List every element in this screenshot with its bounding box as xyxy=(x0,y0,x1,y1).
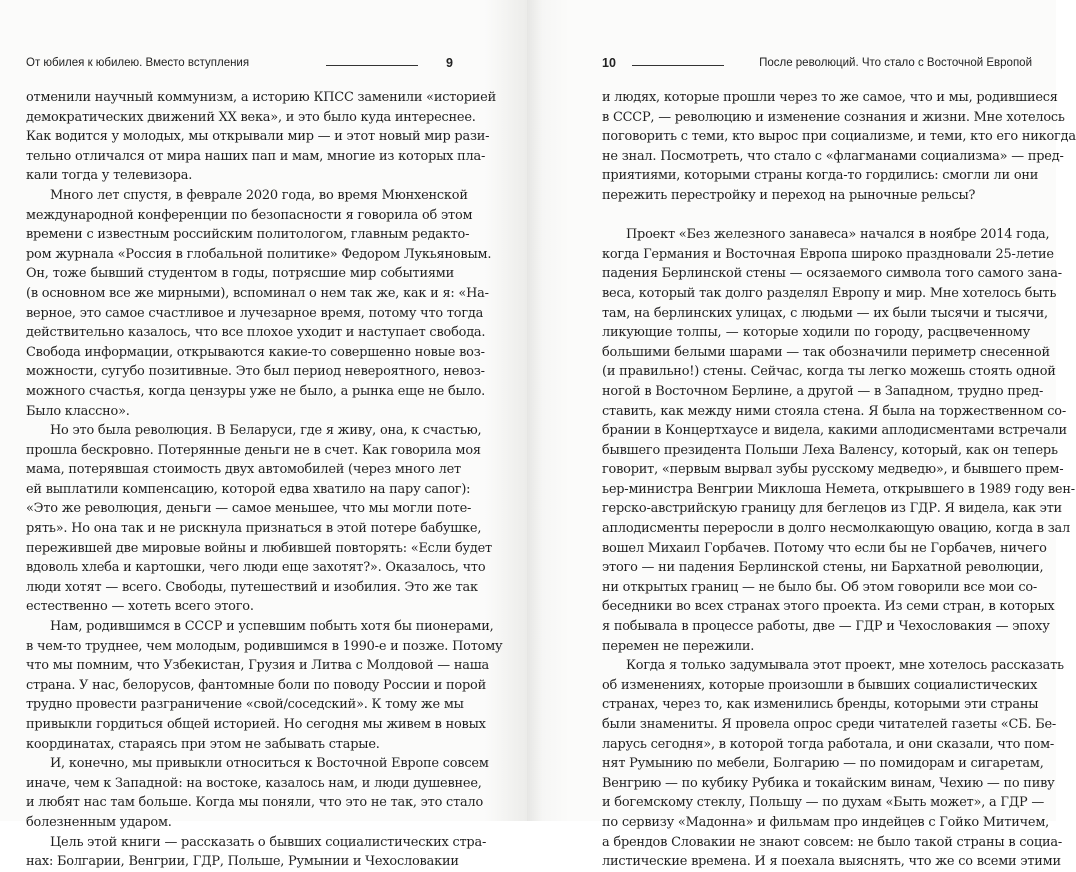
text-line: пережить перестройку и переход на рыночные рельсы? xyxy=(602,187,976,203)
text-line: международной конференции по безопасности я говорила об этом xyxy=(26,207,473,223)
text-line: прошла бескровно. Потерянные деньги не в счет. Как говорила моя xyxy=(26,442,481,458)
text-line: и людях, которые прошли через то же самое, что и мы, родившиеся xyxy=(602,90,1058,105)
text-line: тельно отличался от мира наших пап и мам, многие из которых пла- xyxy=(26,148,486,164)
text-line: и богемскому стеклу, Польшу — по духам «Быть может», а ГДР — xyxy=(602,795,1045,811)
left-page xyxy=(0,0,527,870)
text-line: естественно — хотеть всего этого. xyxy=(26,599,254,615)
text-line: когда Германия и Восточная Европа широко праздновали 25-летие xyxy=(602,246,1054,262)
text-line: Проект «Без железного занавеса» начался в ноябре 2014 года, xyxy=(626,227,1050,243)
right-page xyxy=(527,0,1076,870)
text-line: верное, это самое счастливое и лучезарное время, потому что тогда xyxy=(26,305,484,321)
page-number: 10 xyxy=(602,56,616,70)
text-line: не знал. Посмотреть, что стало с «флагманами социализма» — пред- xyxy=(602,148,1064,164)
text-line: вдоволь хлеба и картошки, чего люди еще захотят?». Оказалось, что xyxy=(26,560,486,576)
running-head xyxy=(602,57,1032,73)
text-line: приятиями, которыми страны когда-то гордились: смогли ли они xyxy=(602,168,1039,184)
paragraph-gap xyxy=(602,206,1030,226)
text-line: брании в Концертхаусе и видела, какими аплодисментами встречали xyxy=(602,423,1067,439)
text-line: иначе, чем к Западной: на востоке, казалось нам, и люди душевнее, xyxy=(26,775,482,791)
page-body-text xyxy=(26,88,503,872)
text-line: Но это была революция. В Беларуси, где я живу, она, к счастью, xyxy=(50,423,482,439)
text-line: бывшего президента Польши Леха Валенсу, который, как он теперь xyxy=(602,442,1058,458)
text-line: болезненным ударом. xyxy=(26,814,172,830)
text-line: действительно казалось, что все плохое уходит и наступает свобода. xyxy=(26,325,486,341)
text-line: отменили научный коммунизм, а историю КПСС заменили «историей xyxy=(26,90,497,105)
text-line: Было классно». xyxy=(26,403,130,419)
text-line: кали тогда у телевизора. xyxy=(26,168,193,184)
text-line: трудно провести разграничение «свой/соседский». К тому же мы xyxy=(26,697,464,713)
page-number: 9 xyxy=(446,56,453,70)
running-head-title: После революций. Что стало с Восточной Европой xyxy=(759,57,1032,69)
text-line: можности, сугубо позитивные. Это был период невероятного, невоз- xyxy=(26,364,485,380)
text-line: нах: Болгарии, Венгрии, ГДР, Польше, Румынии и Чехословакии xyxy=(26,854,459,870)
text-line: Как водится у молодых, мы открывали мир — и этот новый мир рази- xyxy=(26,129,490,145)
running-head xyxy=(26,57,456,73)
text-line: привыкли гордиться общей историей. Но сегодня мы живем в новых xyxy=(26,717,486,732)
text-line: герско-австрийскую границу для беглецов из ГДР. Я видела, как эти xyxy=(602,501,1062,517)
text-line: ликующие толпы, — которые ходили по городу, расцвеченному xyxy=(602,325,1030,341)
text-line: ей выплатили компенсацию, которой едва хватило на пару сапог): xyxy=(26,481,471,497)
text-line: в чем-то труднее, чем молодым, родившимся в 1990-е и позже. Потому xyxy=(26,638,503,654)
text-line: по сервизу «Мадонна» и фильмам про индейцев с Гойко Митичем, xyxy=(602,814,1050,830)
text-line: нят Румынию по мебели, Болгарию — по помидорам и сигаретам, xyxy=(602,756,1044,772)
text-line: Он, тоже бывший студентом в годы, потрясшие мир событиями xyxy=(26,266,454,282)
text-line: перемен не пережили. xyxy=(602,638,755,654)
text-line: поговорить с теми, кто вырос при социализме, и теми, кто его никогда xyxy=(602,129,1076,145)
text-line: говорит, «первым вырвал зубы русскому медведю», и бывшего прем- xyxy=(602,462,1064,478)
text-line: там, на берлинских улицах, с людьми — их были тысячи и тысячи, xyxy=(602,305,1048,321)
text-line: И, конечно, мы привыкли относиться к Восточной Европе совсем xyxy=(50,756,489,772)
text-line: координатах, стараясь при этом не забывать старые. xyxy=(26,736,380,752)
text-line: листические времена. И я поехала выяснять, что же со всеми этими xyxy=(602,854,1061,870)
text-line: ром журнала «Россия в глобальной политике» Федором Лукьяновым. xyxy=(26,246,492,262)
text-line: ногой в Восточном Берлине, а другой — в Западном, трудно пред- xyxy=(602,383,1044,399)
text-line: этого — ни падения Берлинской стены, ни Бархатной революции, xyxy=(602,560,1044,576)
running-head-rule xyxy=(632,65,724,66)
text-line: люди хотят — всего. Свободы, путешествий и изобилия. Это же так xyxy=(26,579,478,595)
text-line: веса, который так долго разделял Европу и мир. Мне хотелось быть xyxy=(602,285,1057,301)
text-line: об изменениях, которые произошли в бывших социалистических xyxy=(602,677,1038,693)
text-line: а брендов Словакии не знают совсем: не было такой страны в социа- xyxy=(602,834,1062,850)
text-line: я побывала в процессе работы, две — ГДР и Чехословакия — эпоху xyxy=(602,619,1050,635)
text-line: времени с известным российским политологом, главным редакто- xyxy=(26,227,470,243)
text-line: рять». Но она так и не рискнула признаться в этой потере бабушке, xyxy=(26,521,482,537)
text-line: Нам, родившимся в СССР и успевшим побыть хотя бы пионерами, xyxy=(50,619,494,635)
text-line: ьер-министра Венгрии Миклоша Немета, открывшего в 1989 году вен- xyxy=(602,481,1075,497)
text-line: Свобода информации, открываются какие-то совершенно новые воз- xyxy=(26,344,485,360)
page-body-text xyxy=(602,88,1076,872)
text-line: (в основном все же мирными), вспоминал о нем так же, как и я: «На- xyxy=(26,285,489,301)
text-line: вошел Михаил Горбачев. Потому что если бы не Горбачев, ничего xyxy=(602,540,1047,556)
text-line: падения Берлинской стены — осязаемого символа того самого зана- xyxy=(602,266,1062,282)
text-line: ни открытых границ — не было бы. Об этом говорили все мои со- xyxy=(602,579,1038,595)
text-line: Венгрию — по кубику Рубика и токайским винам, Чехию — по пиву xyxy=(602,775,1055,791)
text-line: ставить, как между ними стояла стена. Я была на торжественном со- xyxy=(602,403,1066,419)
running-head-title: От юбилея к юбилею. Вместо вступления xyxy=(26,57,250,69)
text-line: можного счастья, когда цензуры уже не было, а рынка еще не было. xyxy=(26,383,486,399)
text-line: странах, через то, как изменились бренды, которыми эти страны xyxy=(602,697,1039,713)
text-line: «Это же революция, деньги — самое меньшее, что мы могли поте- xyxy=(26,501,472,517)
text-line: что мы помним, что Узбекистан, Грузия и Литва с Молдовой — наша xyxy=(26,658,490,674)
text-line: Цель этой книги — рассказать о бывших социалистических стра- xyxy=(50,834,487,850)
text-line: Когда я только задумывала этот проект, мне хотелось рассказать xyxy=(626,658,1064,674)
text-line: страна. У нас, белорусов, фантомные боли по поводу России и порой xyxy=(26,677,486,693)
text-line: Много лет спустя, в феврале 2020 года, во время Мюнхенской xyxy=(50,187,468,203)
running-head-rule xyxy=(326,65,418,66)
text-line: были знамениты. Я провела опрос среди читателей газеты «СБ. Бе- xyxy=(602,717,1057,732)
text-line: (и правильно!) стены. Сейчас, когда ты легко можешь стоять одной xyxy=(602,364,1056,380)
text-line: в СССР, — революцию и изменение сознания и жизни. Мне хотелось xyxy=(602,109,1065,125)
text-line: мама, потерявшая стоимость двух автомобилей (через много лет xyxy=(26,462,461,478)
text-line: и любят нас там больше. Когда мы поняли, что это не так, это стало xyxy=(26,795,484,811)
text-line: большими белыми шарами — так обозначили периметр снесенной xyxy=(602,344,1050,360)
text-line: беседники во всех странах этого проекта. Из семи стран, в которых xyxy=(602,599,1055,615)
text-line: демократических движений XX века», и это было куда интереснее. xyxy=(26,109,476,125)
text-line: аплодисменты переросли в долго несмолкающую овацию, когда в зал xyxy=(602,521,1070,537)
text-line: ларусь сегодня», в которой тогда работала, и они сказали, что пом- xyxy=(602,736,1055,752)
text-line: пережившей две мировые войны и любившей повторять: «Если будет xyxy=(26,540,492,556)
